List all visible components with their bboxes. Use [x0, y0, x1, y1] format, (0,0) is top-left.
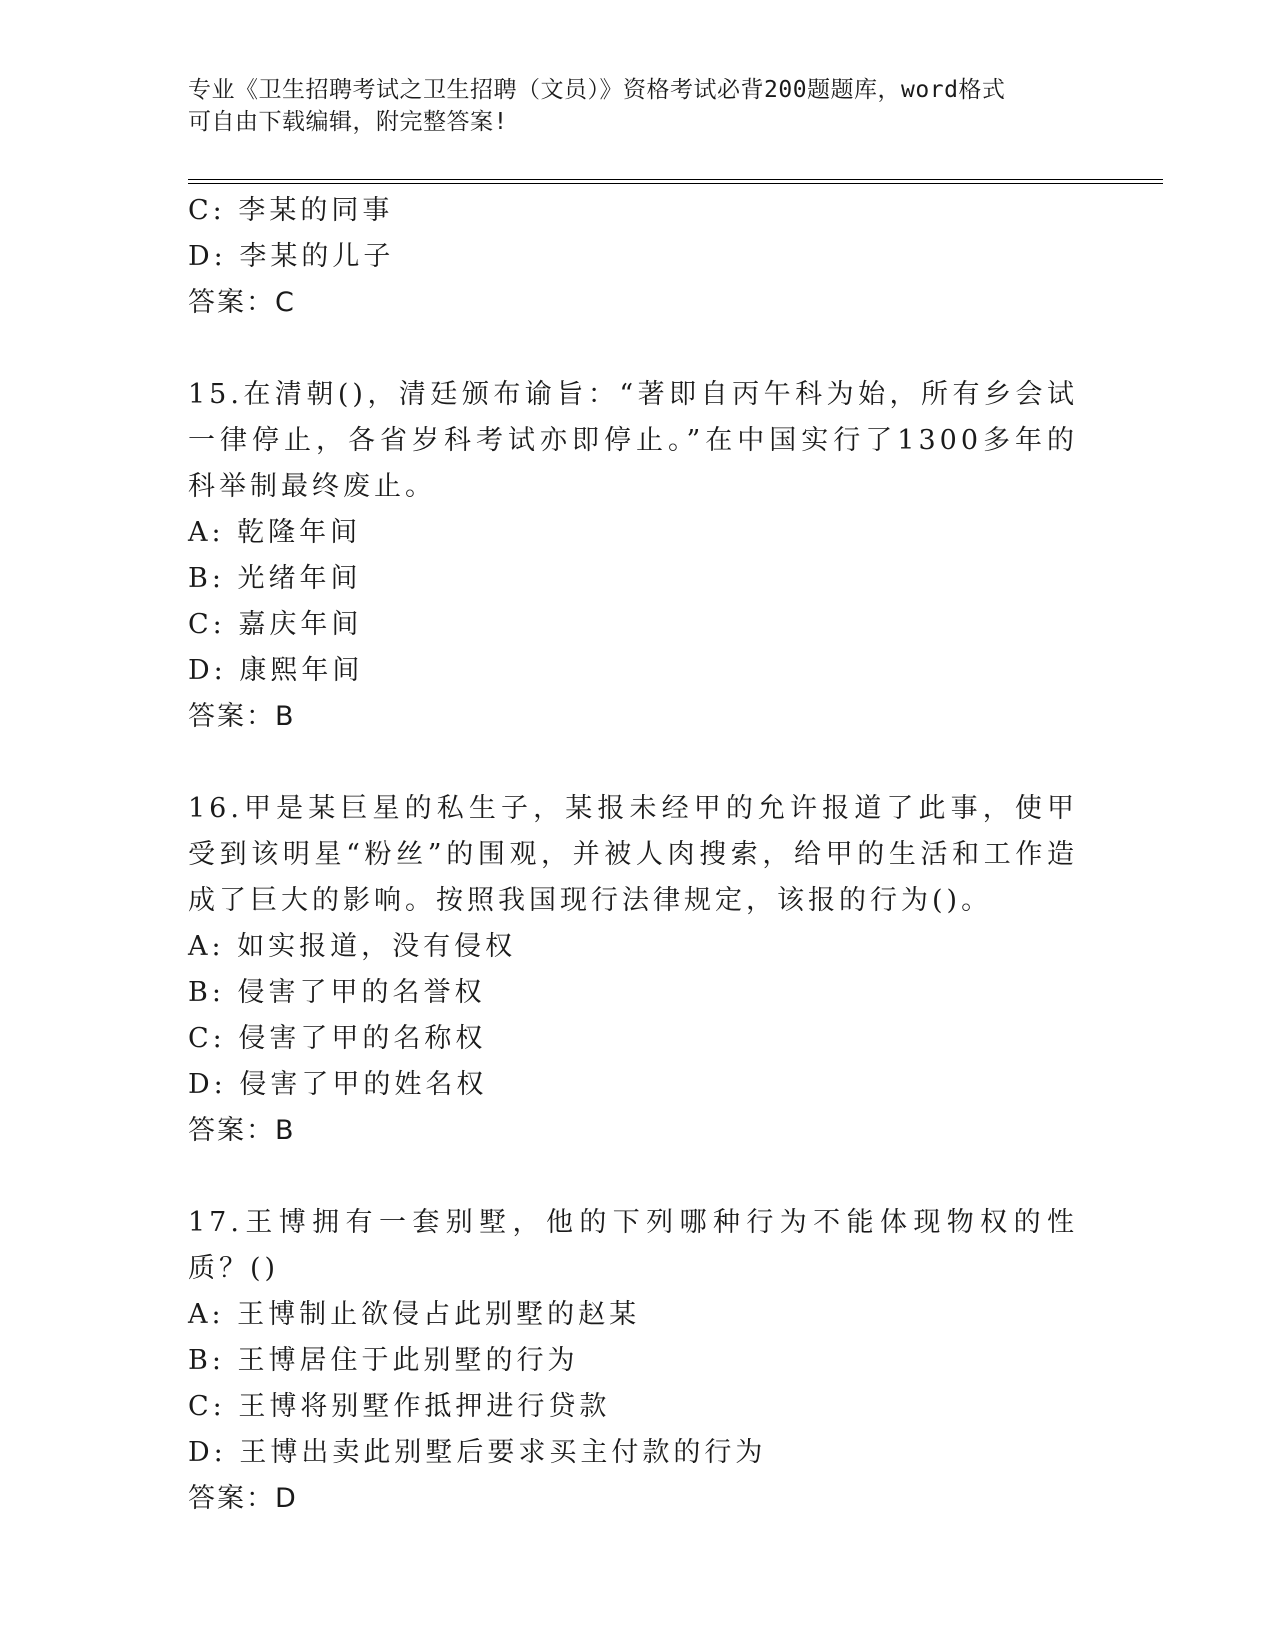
option-c: C: 李某的同事 — [188, 195, 394, 226]
header-line-2: 可自由下载编辑，附完整答案! — [188, 109, 508, 135]
answer-line: 答案：C — [188, 287, 296, 318]
answer-line: 答案：B — [188, 701, 296, 732]
answer-line: 答案：B — [188, 1115, 296, 1146]
question-content — [188, 188, 1078, 1522]
question-stem: 15.在清朝()，清廷颁布谕旨：“著即自丙午科为始，所有乡会试一律停止，各省岁科考试亦即停止。”在中国实行了1300多年的科举制最终废止。 — [188, 379, 1078, 502]
option-a: A: 乾隆年间 — [188, 517, 362, 548]
option-c: C: 王博将别墅作抵押进行贷款 — [188, 1391, 611, 1422]
previous-question-tail — [188, 188, 1078, 326]
spacer — [188, 326, 1078, 372]
option-b: B: 侵害了甲的名誉权 — [188, 977, 486, 1008]
option-c: C: 嘉庆年间 — [188, 609, 363, 640]
question-17 — [188, 1200, 1078, 1522]
option-d: D: 王博出卖此别墅后要求买主付款的行为 — [188, 1437, 767, 1468]
option-d: D: 李某的儿子 — [188, 241, 395, 272]
header-line-1: 专业《卫生招聘考试之卫生招聘（文员）》资格考试必背200题题库，word格式 — [188, 77, 1006, 103]
option-d: D: 康熙年间 — [188, 655, 364, 686]
question-stem: 16.甲是某巨星的私生子，某报未经甲的允许报道了此事，使甲受到该明星“粉丝”的围观，并被人肉搜索，给甲的生活和工作造成了巨大的影响。按照我国现行法律规定，该报的行为()。 — [188, 793, 1078, 916]
option-d: D: 侵害了甲的姓名权 — [188, 1069, 488, 1100]
question-stem: 17.王博拥有一套别墅，他的下列哪种行为不能体现物权的性质？() — [188, 1207, 1078, 1284]
answer-line: 答案：D — [188, 1483, 298, 1514]
option-a: A: 如实报道，没有侵权 — [188, 931, 517, 962]
option-b: B: 光绪年间 — [188, 563, 362, 594]
option-b: B: 王博居住于此别墅的行为 — [188, 1345, 579, 1376]
question-15 — [188, 372, 1078, 740]
question-16 — [188, 786, 1078, 1154]
option-c: C: 侵害了甲的名称权 — [188, 1023, 487, 1054]
header-rule-top — [188, 179, 1163, 180]
header-rule-bottom — [188, 183, 1163, 184]
document-header — [188, 74, 1088, 138]
option-a: A: 王博制止欲侵占此别墅的赵某 — [188, 1299, 641, 1330]
spacer — [188, 1154, 1078, 1200]
spacer — [188, 740, 1078, 786]
